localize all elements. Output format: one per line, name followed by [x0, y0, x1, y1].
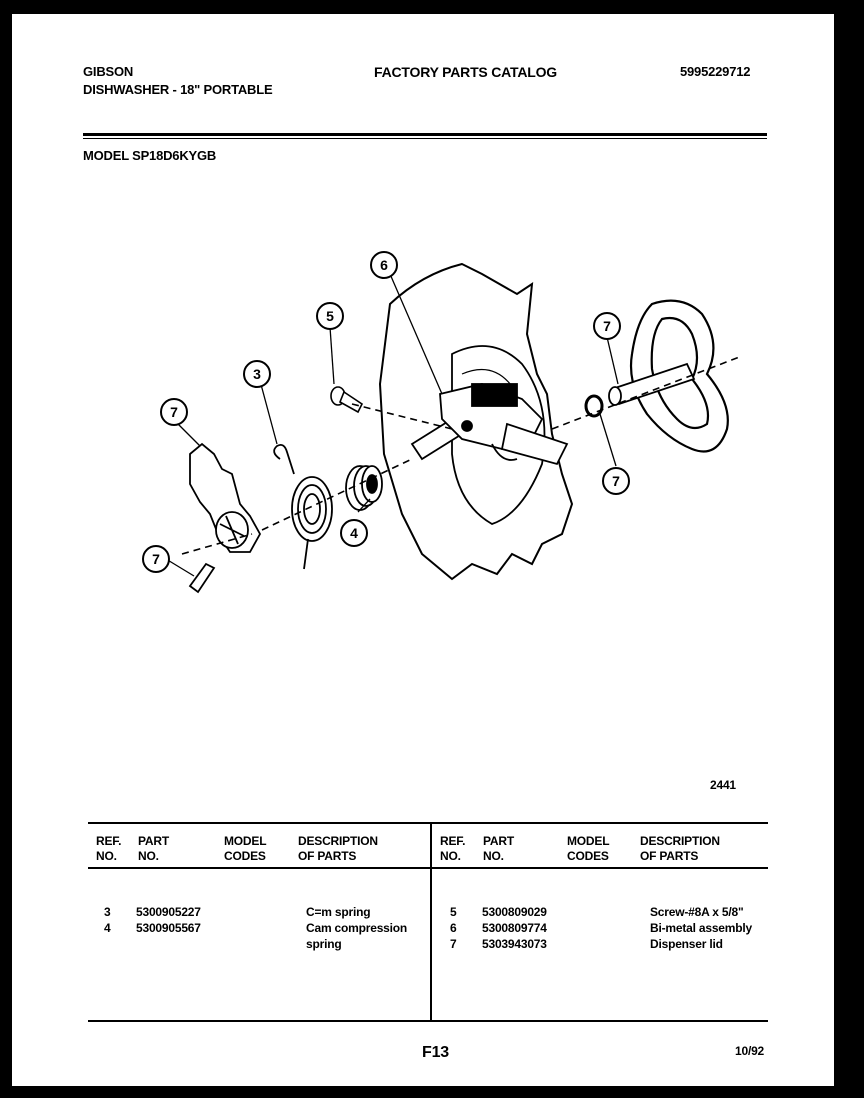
- row-description: Screw-#8A x 5/8": [650, 905, 744, 919]
- screw: [331, 387, 362, 412]
- row-ref: 5: [450, 905, 457, 919]
- header-ref-line1: REF.: [440, 834, 466, 848]
- exploded-parts-diagram: [122, 234, 762, 614]
- parts-table: [88, 822, 768, 1022]
- header-codes-line1: MODEL: [224, 834, 267, 848]
- catalog-page: [12, 14, 834, 1086]
- header-codes-line1: MODEL: [567, 834, 610, 848]
- header-ref-line2: NO.: [440, 849, 461, 863]
- row-ref: 7: [450, 937, 457, 951]
- callout-ref-7-rod: [594, 313, 620, 339]
- cam-spring: [274, 445, 332, 569]
- catalog-number: 5995229712: [680, 64, 751, 79]
- callout-ref-7-washer: [603, 468, 629, 494]
- callout-label: 4: [350, 525, 358, 541]
- row-description: Cam compression: [306, 921, 408, 935]
- callout-ref-3: [244, 361, 270, 387]
- callout-label: 7: [603, 318, 611, 334]
- row-part-number: 5300905227: [136, 905, 201, 919]
- header-desc-line2: OF PARTS: [640, 849, 699, 863]
- row-ref: 4: [104, 921, 111, 935]
- page-number: F13: [422, 1044, 449, 1061]
- header-ref-line1: REF.: [96, 834, 122, 848]
- row-description: Bi-metal assembly: [650, 921, 752, 935]
- callout-ref-6: [371, 252, 397, 278]
- brand-name: GIBSON: [83, 64, 134, 79]
- callout-label: 7: [170, 404, 178, 420]
- figure-number: 2441: [710, 778, 736, 792]
- table-center-divider: [430, 822, 432, 1020]
- header-part-line1: PART: [138, 834, 169, 848]
- washer: [586, 396, 602, 416]
- callout-ref-7-pin: [143, 546, 169, 572]
- header-ref-line2: NO.: [96, 849, 117, 863]
- row-ref: 3: [104, 905, 111, 919]
- header-codes-line2: CODES: [224, 849, 266, 863]
- header-codes-line2: CODES: [567, 849, 609, 863]
- row-part-number: 5300809774: [482, 921, 547, 935]
- row-description-continued: spring: [306, 937, 342, 951]
- table-bottom-rule: [88, 1020, 768, 1022]
- header-part-line1: PART: [483, 834, 514, 848]
- header-rule-thin: [83, 138, 767, 139]
- callout-ref-4: [341, 520, 367, 546]
- row-part-number: 5300809029: [482, 905, 547, 919]
- callout-label: 5: [326, 308, 334, 324]
- header-part-line2: NO.: [138, 849, 159, 863]
- row-description: C=m spring: [306, 905, 371, 919]
- pin: [190, 564, 214, 592]
- header-desc-line2: OF PARTS: [298, 849, 357, 863]
- callout-label: 3: [253, 366, 261, 382]
- header-desc-line1: DESCRIPTION: [640, 834, 720, 848]
- row-ref: 6: [450, 921, 457, 935]
- callout-ref-5: [317, 303, 343, 329]
- callout-ref-7-knob: [161, 399, 187, 425]
- header-part-line2: NO.: [483, 849, 504, 863]
- cam-knob: [190, 444, 260, 552]
- table-header-rule: [88, 867, 768, 869]
- row-part-number: 5303943073: [482, 937, 547, 951]
- header-rule-thick: [83, 133, 767, 136]
- row-description: Dispenser lid: [650, 937, 723, 951]
- row-part-number: 5300905567: [136, 921, 201, 935]
- callout-label: 7: [152, 551, 160, 567]
- product-name: DISHWASHER - 18" PORTABLE: [83, 82, 273, 97]
- revision-date: 10/92: [735, 1044, 765, 1058]
- model-number: MODEL SP18D6KYGB: [83, 148, 217, 163]
- callout-label: 7: [612, 473, 620, 489]
- header-desc-line1: DESCRIPTION: [298, 834, 378, 848]
- catalog-title: FACTORY PARTS CATALOG: [374, 64, 557, 80]
- table-top-rule: [88, 822, 768, 824]
- callout-label: 6: [380, 257, 388, 273]
